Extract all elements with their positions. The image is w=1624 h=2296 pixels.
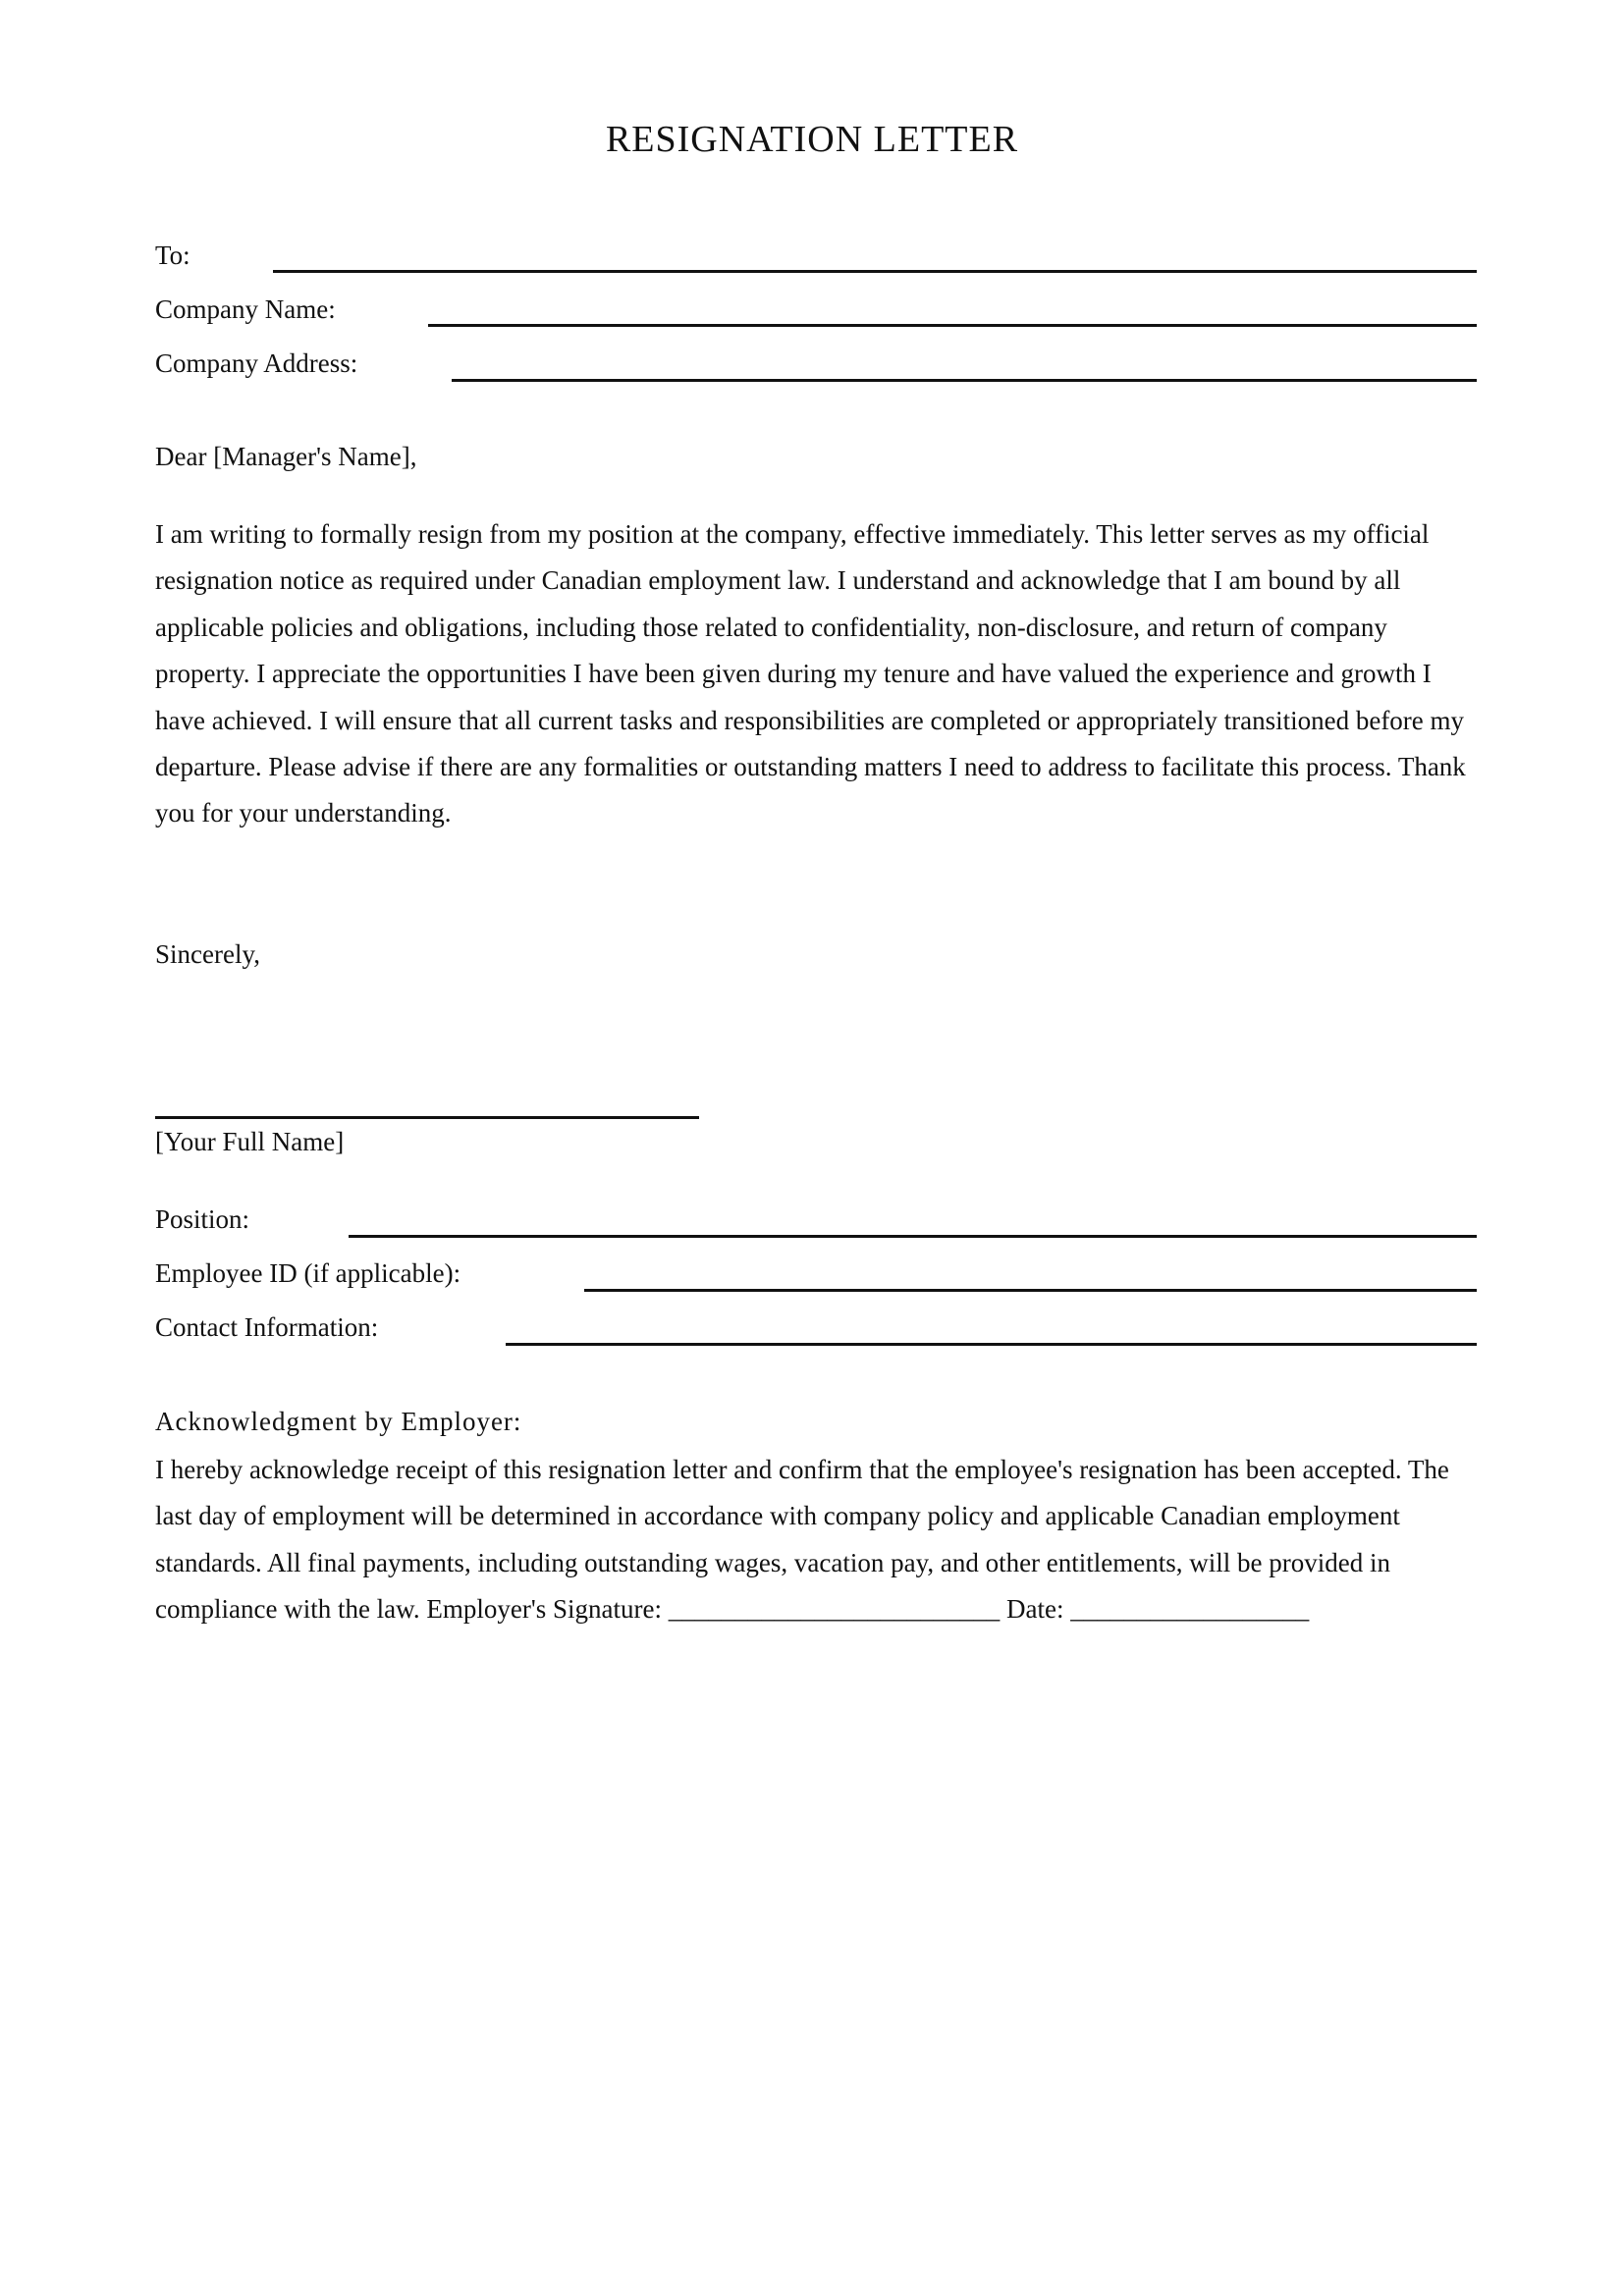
acknowledgment-heading: Acknowledgment by Employer:: [155, 1407, 522, 1436]
contact-info-label: Contact Information:: [155, 1312, 379, 1342]
company-address-field-row: [155, 344, 1477, 383]
position-field-row: [155, 1200, 1477, 1239]
to-field-line[interactable]: [273, 270, 1477, 273]
company-name-field-line[interactable]: [428, 324, 1477, 327]
company-name-label: Company Name:: [155, 294, 336, 324]
to-field-row: [155, 236, 1477, 275]
to-label: To:: [155, 240, 190, 270]
company-name-field-row: [155, 290, 1477, 329]
company-address-field-line[interactable]: [452, 379, 1477, 382]
employee-id-field-row: [155, 1254, 1477, 1293]
salutation: Dear [Manager's Name],: [155, 442, 417, 471]
position-field-line[interactable]: [349, 1235, 1477, 1238]
document-title: RESIGNATION LETTER: [605, 119, 1019, 160]
body-paragraph: I am writing to formally resign from my position at the company, effective immediately. This letter serves as my official resignation notice as required under Canadian employment law. I understand and acknowledge that I am bound by all applicable policies and obligations, including those related to confidentiality, non-disclosure, and return of company property. I appreciate the opportunities I have been given during my tenure and have valued the experience and growth I have achieved. I will ensure that all current tasks and responsibilities are completed or appropriately transitioned before my departure. Please advise if there are any formalities or outstanding matters I need to address to facilitate this process. Thank you for your understanding.: [155, 519, 1466, 828]
employee-id-label: Employee ID (if applicable):: [155, 1258, 461, 1288]
full-name-placeholder: [Your Full Name]: [155, 1127, 345, 1156]
employee-id-field-line[interactable]: [584, 1289, 1477, 1292]
acknowledgment-paragraph: I hereby acknowledge receipt of this resignation letter and confirm that the employee's resignation has been accepted. The last day of employment will be determined in accordance with company policy and applicable Canadian employment standards. All final payments, including outstanding wages, vacation pay, and other entitlements, will be provided in compliance with the law. Employer's Signature: _________________________ Date: __________________: [155, 1455, 1449, 1625]
contact-info-field-line[interactable]: [506, 1343, 1477, 1346]
signature-line[interactable]: [155, 1116, 699, 1119]
position-label: Position:: [155, 1204, 250, 1234]
company-address-label: Company Address:: [155, 348, 358, 378]
closing: Sincerely,: [155, 939, 260, 969]
contact-info-field-row: [155, 1308, 1477, 1347]
